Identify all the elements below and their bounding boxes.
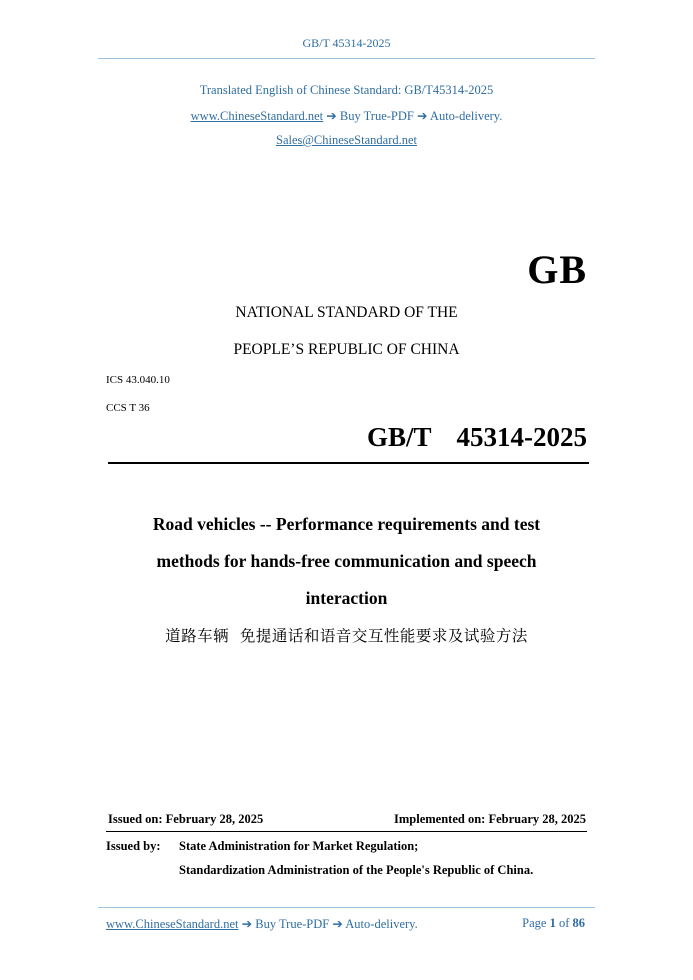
footer-auto-delivery-text: Auto-delivery. — [345, 917, 418, 931]
page-current: 1 — [549, 916, 556, 930]
page-indicator — [522, 916, 585, 931]
issued-on-date: Issued on: February 28, 2025 — [108, 812, 264, 826]
title-chinese: 道路车辆 免提通话和语音交互性能要求及试验方法 — [165, 627, 528, 645]
issuer-line2: Standardization Administration of the People's Republic of China. — [179, 863, 534, 877]
page-label: Page — [522, 916, 547, 930]
footer-divider — [98, 907, 595, 908]
issuer-line1: State Administration for Market Regulation; — [179, 839, 419, 853]
arrow-right-icon: ➔ — [332, 917, 343, 931]
header-divider — [98, 58, 595, 59]
header-doc-code: GB/T 45314-2025 — [302, 36, 391, 50]
buy-pdf-text: Buy True-PDF — [339, 109, 414, 123]
issued-by-label: Issued by: — [106, 839, 161, 853]
sales-email-link[interactable]: Sales@ChineseStandard.net — [276, 133, 417, 147]
ics-code: ICS 43.040.10 — [106, 374, 170, 386]
standard-number-rule — [108, 462, 589, 464]
national-standard-line1: NATIONAL STANDARD OF THE — [235, 304, 458, 321]
title-en-line2: methods for hands-free communication and speech — [156, 551, 537, 571]
translation-note — [0, 83, 693, 98]
site-link[interactable]: www.ChineseStandard.net — [190, 109, 324, 123]
dates-divider — [106, 831, 587, 832]
ccs-code: CCS T 36 — [106, 402, 150, 414]
page-header — [0, 36, 693, 51]
auto-delivery-text: Auto-delivery. — [429, 109, 503, 123]
footer-site-link[interactable]: www.ChineseStandard.net — [106, 917, 239, 931]
standard-number: GB/T 45314-2025 — [366, 422, 587, 452]
gb-logo: GB — [527, 247, 587, 292]
footer-links — [106, 916, 418, 932]
arrow-right-icon: ➔ — [417, 109, 428, 123]
page-of-label: of — [558, 916, 570, 930]
arrow-right-icon: ➔ — [326, 109, 337, 123]
footer-buy-pdf-text: Buy True-PDF — [255, 917, 330, 931]
translation-note-text: Translated English of Chinese Standard: GB/T45314-2025 — [199, 83, 494, 97]
sales-contact — [0, 133, 693, 148]
implemented-on-date: Implemented on: February 28, 2025 — [394, 812, 586, 826]
title-en-line3: interaction — [305, 588, 388, 608]
title-en-line1: Road vehicles -- Performance requirements and test — [152, 514, 541, 534]
page-total: 86 — [572, 916, 585, 930]
national-standard-line2: PEOPLE’S REPUBLIC OF CHINA — [233, 341, 460, 358]
promo-links — [0, 108, 693, 124]
arrow-right-icon: ➔ — [241, 917, 253, 931]
